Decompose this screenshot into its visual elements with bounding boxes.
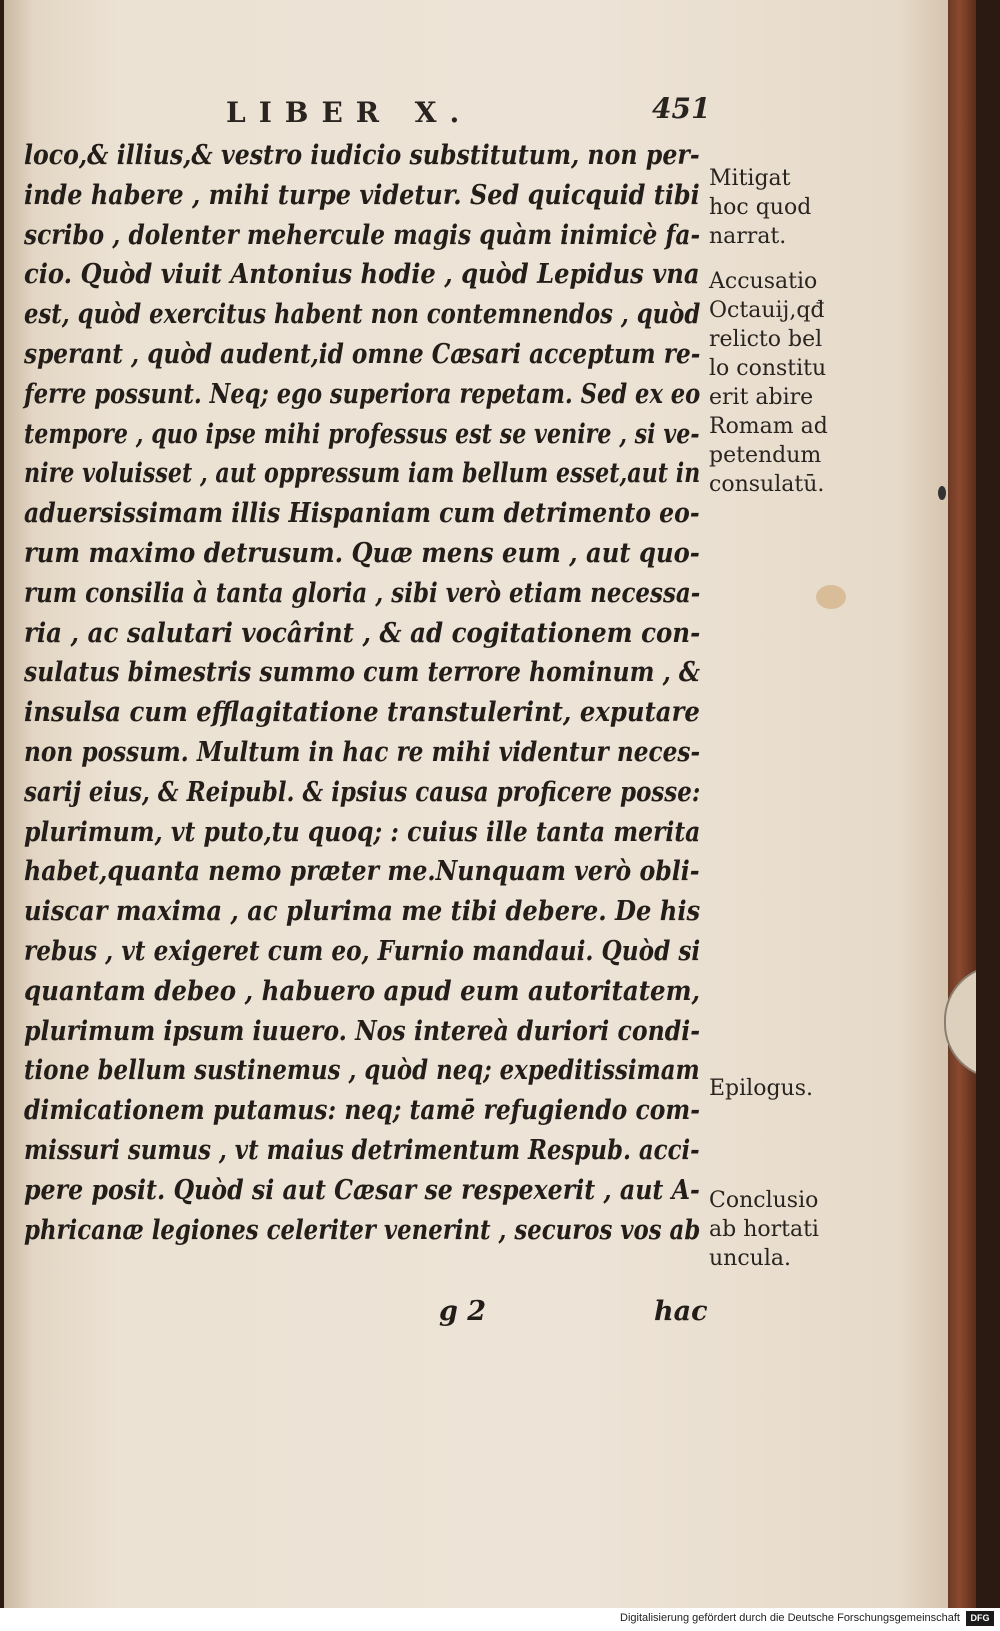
signature-mark: g 2	[439, 1296, 487, 1327]
text-line: rebus , vt exigeret cum eo, Furnio mandaui. Quòd si	[24, 935, 701, 967]
text-line: habet,quanta nemo præter me.Nunquam verò obli-	[24, 856, 700, 888]
book-page	[4, 0, 976, 1608]
text-line: dimicationem putamus: neq; tamē refugiendo com-	[24, 1095, 700, 1127]
margin-line: Epilogus.	[709, 1076, 813, 1101]
funding-credit: Digitalisierung gefördert durch die Deutsche Forschungsgemeinschaft	[620, 1612, 960, 1624]
text-line: inde habere , mihi turpe videtur. Sed quicquid tibi	[24, 179, 700, 211]
margin-line: Conclusio	[709, 1188, 819, 1213]
text-line: tempore , quo ipse mihi professus est se venire , si ve-	[24, 418, 700, 450]
book-edge	[948, 0, 976, 1608]
margin-line: ab hortati	[709, 1217, 819, 1242]
text-line: rum maximo detrusum. Quæ mens eum , aut quo-	[24, 537, 700, 569]
text-line: sperant , quòd audent,id omne Cæsari acceptum re-	[24, 338, 701, 370]
catchword: hac	[654, 1296, 708, 1327]
margin-note-epilogus	[709, 1074, 859, 1103]
footer-bar	[0, 1608, 1000, 1631]
text-line: insulsa cum efflagitatione transtulerint, exputare	[24, 697, 700, 729]
text-line: non possum. Multum in hac re mihi videntur neces-	[24, 736, 701, 768]
margin-line: uncula.	[709, 1246, 791, 1271]
margin-line: erit abire	[709, 385, 814, 410]
text-line: missuri sumus , vt maius detrimentum Respub. acci-	[24, 1134, 700, 1166]
margin-line: Mitigat	[709, 166, 791, 191]
margin-line: petendum	[709, 443, 822, 468]
margin-line: Octauij,qđ	[709, 298, 825, 323]
text-line: aduersissimam illis Hispaniam cum detrimento eo-	[24, 498, 700, 530]
text-line: sarij eius, & Reipubl. & ipsius causa proficere posse:	[24, 776, 701, 808]
text-line: rum consilia à tanta gloria , sibi verò etiam necessa-	[24, 577, 701, 609]
page-number: 451	[652, 92, 711, 125]
text-line: quantam debeo , habuero apud eum autoritatem,	[24, 975, 701, 1007]
text-line: phricanæ legiones celeriter venerint , securos vos ab	[24, 1214, 701, 1246]
text-line: tione bellum sustinemus , quòd neq; expeditissimam	[24, 1055, 700, 1087]
text-line: est, quòd exercitus habent non contemnendos , quòd	[24, 299, 701, 331]
margin-line: narrat.	[709, 224, 787, 249]
running-head: LIBER X.	[226, 96, 473, 129]
text-line: ria , ac salutari vocârint , & ad cogitationem con-	[24, 617, 701, 649]
margin-note-mitigat	[709, 164, 859, 251]
ink-spot	[938, 486, 946, 500]
text-line: plurimum, vt puto,tu quoq; : cuius ille tanta merita	[24, 816, 701, 848]
text-line: scribo , dolenter mehercule magis quàm inimicè fa-	[24, 219, 701, 251]
text-line: sulatus bimestris summo cum terrore hominum , &	[24, 657, 701, 689]
paper-stain	[816, 585, 846, 609]
margin-note-conclusio	[709, 1186, 859, 1273]
dfg-logo: DFG	[966, 1611, 994, 1626]
margin-line: lo constitu	[709, 356, 827, 381]
margin-note-accusatio	[709, 267, 859, 499]
text-line: uiscar maxima , ac plurima me tibi debere. De his	[24, 896, 701, 928]
margin-line: Accusatio	[709, 269, 818, 294]
margin-line: relicto bel	[709, 327, 823, 352]
text-line: plurimum ipsum iuuero. Nos intereà duriori condi-	[24, 1015, 701, 1047]
body-text	[24, 136, 704, 1250]
text-line: loco,& illius,& vestro iudicio substitutum, non per-	[24, 140, 700, 171]
text-line: nire voluisset , aut oppressum iam bellum esset,aut in	[24, 458, 701, 490]
margin-line: Romam ad	[709, 414, 828, 439]
text-line: cio. Quòd viuit Antonius hodie , quòd Lepidus vna	[24, 259, 700, 291]
text-line: ferre possunt. Neq; ego superiora repetam. Sed ex eo	[24, 378, 701, 410]
margin-line: hoc quod	[709, 195, 812, 220]
margin-line: consulatū.	[709, 472, 825, 497]
text-line: pere posit. Quòd si aut Cæsar se respexerit , aut A-	[24, 1174, 700, 1206]
